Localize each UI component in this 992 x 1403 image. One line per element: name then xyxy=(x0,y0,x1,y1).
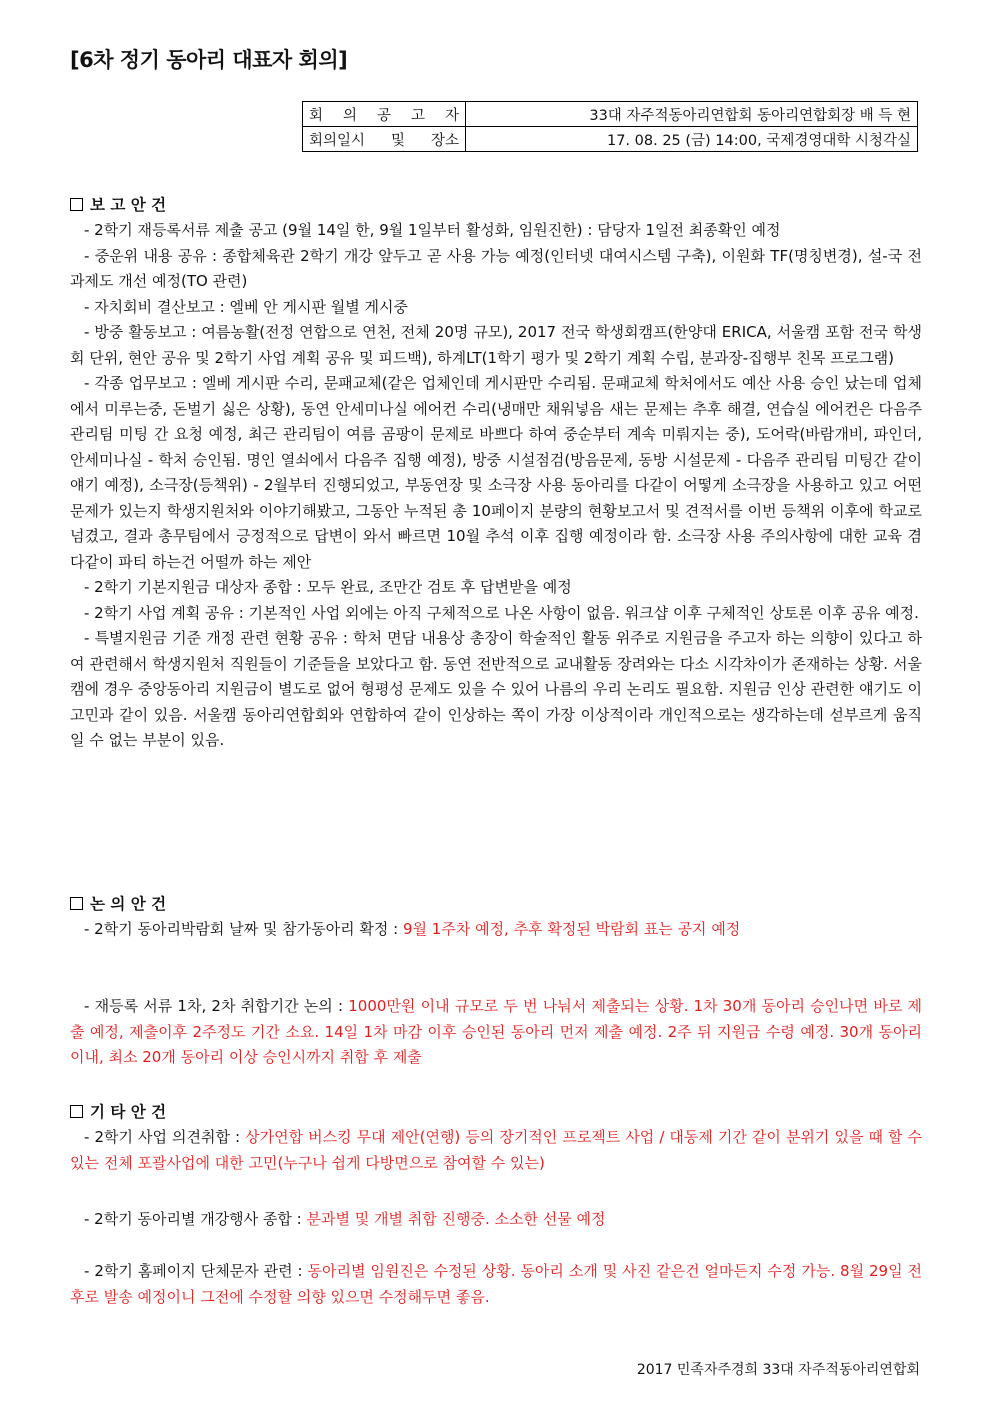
list-item: - 방중 활동보고 : 여름농활(전정 연합으로 연천, 전체 20명 규모), 2017 전국 학생회캠프(한양대 ERICA, 서울캠 포함 전국 학생회 단위, 현안 공유 및 2학기 사업 계획 공유 및 피드백), 하계LT(1학기 평가 및 2학기 계획 수립, 분과장-집행부 친목 프로그램) xyxy=(70,323,922,367)
list-item: - 특별지원금 기준 개정 관련 현황 공유 : 학처 면담 내용상 총장이 학술적인 활동 위주로 지원금을 주고자 하는 의향이 있다고 하여 관련해서 학생지원처 직원들이 기준들을 보았다고 함. 동연 전반적으로 교내활동 장려와는 다소 시각차이가 존재하는 상황. 서울캠에 경우 중앙동아리 지원금이 별도로 없어 형평성 문제도 있을 수 있어 나름의 우리 논리도 필요함. 지원금 인상 관련한 얘기도 이 고민과 같이 있음. 서울캠 동아리연합회와 연합하여 같이 인상하는 쪽이 가장 이상적이라 개인적으로는 생각하는데 섣부르게 움직일 수 없는 부분이 있음. xyxy=(70,629,922,749)
checkbox-square-icon xyxy=(70,1105,83,1118)
list-item: - 중운위 내용 공유 : 종합체육관 2학기 개강 앞두고 곧 사용 가능 예정(인터넷 대여시스템 구축), 이원화 TF(명칭변경), 설-국 전과제도 개선 예정(TO 관련) xyxy=(70,246,922,290)
announcer-value: 33대 자주적동아리연합회 동아리연합회장 배 득 현 xyxy=(466,102,918,127)
datetime-label: 회의일시 및 장소 xyxy=(303,127,466,152)
discussion-section xyxy=(70,891,922,943)
list-item: - 2학기 동아리별 개강행사 종합 : 분과별 및 개별 취합 진행중. 소소한 선물 예정 xyxy=(84,1210,606,1228)
list-item: - 2학기 사업 의견취합 : 상가연합 버스킹 무대 제안(연행) 등의 장기적인 프로젝트 사업 / 대동제 기간 같이 분위기 있을 때 할 수 있는 전체 포괄사업에 대한 고민(누구나 쉽게 다방면으로 참여할 수 있는) xyxy=(70,1128,922,1172)
section-heading: 논 의 안 건 xyxy=(70,891,922,917)
list-item: - 2학기 기본지원금 대상자 종합 : 모두 완료, 조만간 검토 후 답변받을 예정 xyxy=(84,578,572,596)
page-footer: 2017 민족자주경희 33대 자주적동아리연합회 xyxy=(636,1362,920,1378)
page-title: [6차 정기 동아리 대표자 회의] xyxy=(70,48,348,72)
section-heading: 보 고 안 건 xyxy=(70,192,922,218)
announcer-label: 회 의 공 고 자 xyxy=(303,102,466,127)
datetime-row xyxy=(303,127,918,152)
discussion-section-cont xyxy=(70,994,922,1071)
list-item: - 자치회비 결산보고 : 엘베 안 게시판 월별 게시중 xyxy=(84,297,408,316)
datetime-value: 17. 08. 25 (금) 14:00, 국제경영대학 시청각실 xyxy=(466,127,918,152)
section-heading: 기 타 안 건 xyxy=(70,1099,922,1125)
list-item: - 각종 업무보고 : 엘베 게시판 수리, 문패교체(같은 업체인데 게시판만 수리됨. 문패교체 학처에서도 예산 사용 승인 났는데 업체에서 미루는중, 돈벌기 싫은 상황), 동연 안세미나실 에어컨 수리(냉매만 채워넣음 새는 문제는 추후 해결, 연습실 에어컨은 다음주 관리팀 미팅 간 요청 예정, 최근 관리팀이 여름 곰팡이 문제로 바쁘다 하여 중순부터 계속 미뤄지는 중), 도어락(바람개비, 파인더, 안세미나실 - 학처 승인됨. 명인 열쇠에서 다음주 집행 예정), 방중 시설점검(방음문제, 동방 시설문제 - 다음주 관리팀 미팅간 같이 얘기 예정), 소극장(등책위) - 2월부터 진행되었고, 부동연장 및 소극장 사용 동아리를 다같이 어떻게 소극장을 사용하고 있고 어떤 문제가 있는지 학생지원처와 이야기해봤고, 그동안 누적된 총 10페이지 분량의 현황보고서 및 견적서를 이번 등책위 이후에 학교로 넘겼고, 결과 총무팀에서 긍정적으로 답변이 와서 빠르면 10월 추석 이후 집행 예정이라 함. 소극장 사용 주의사항에 대한 교육 겸 다같이 파티 하는건 어떨까 하는 제안 xyxy=(70,374,922,571)
other-section-item2 xyxy=(70,1207,922,1233)
other-section-item3 xyxy=(70,1259,922,1310)
list-item: - 2학기 재등록서류 제출 공고 (9월 14일 한, 9월 1일부터 활성화, 임원진한) : 담당자 1일전 최종확인 예정 xyxy=(84,221,781,239)
checkbox-square-icon xyxy=(70,198,83,211)
meeting-info-table xyxy=(302,101,918,152)
checkbox-square-icon xyxy=(70,897,83,910)
announcer-row xyxy=(303,102,918,127)
list-item: - 2학기 동아리박람회 날짜 및 참가동아리 확정 : 9월 1주차 예정, 추후 확정된 박람회 표는 공지 예정 xyxy=(84,920,741,938)
list-item: - 재등록 서류 1차, 2차 취합기간 논의 : 1000만원 이내 규모로 두 번 나눠서 제출되는 상황. 1차 30개 동아리 승인나면 바로 제출 예정, 제출이후 2주정도 기간 소요. 14일 1차 마감 이후 승인된 동아리 먼저 제출 예정. 2주 뒤 지원금 수령 예정. 30개 동아리 이내, 최소 20개 동아리 이상 승인시까지 취합 후 제출 xyxy=(70,997,922,1066)
list-item: - 2학기 사업 계획 공유 : 기본적인 사업 외에는 아직 구체적으로 나온 사항이 없음. 워크샵 이후 구체적인 상토론 이후 공유 예정. xyxy=(84,603,919,622)
report-section xyxy=(70,192,922,754)
other-section xyxy=(70,1099,922,1176)
list-item: - 2학기 홈페이지 단체문자 관련 : 동아리별 임원진은 수정된 상황. 동아리 소개 및 사진 같은건 얼마든지 수정 가능. 8월 29일 전후로 발송 예정이니 그전에 수정할 의향 있으면 수정해두면 좋음. xyxy=(70,1262,922,1306)
